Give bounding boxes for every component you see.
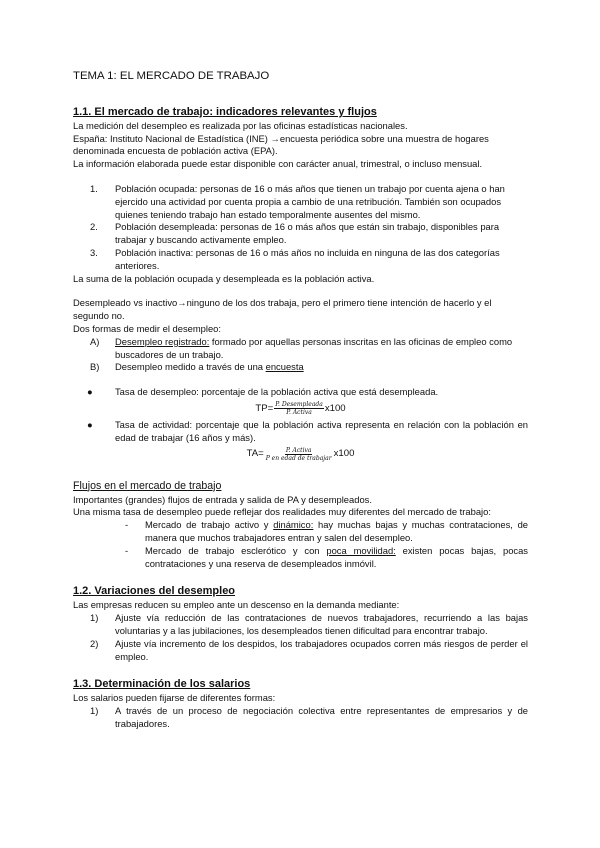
section-heading-1-2: 1.2. Variaciones del desempleo (73, 585, 236, 598)
desempleado-vs-inactivo: Desempleado vs inactivo→ninguno de los dos trabaja, pero el primero tiene intención de hacerlo y el segundo no. (73, 297, 492, 322)
dash-item: - Mercado de trabajo activo y dinámico: hay muchas bajas y muchas contrataciones, de manera que muchos trabajadores entran y salen del desempleo. (125, 519, 528, 543)
list-item: 1) A través de un proceso de negociación colectiva entre representantes de empresarios y de trabajadores. (90, 705, 528, 729)
list-item: B) Desempleo medido a través de una encuesta (90, 361, 304, 373)
list-item: 1. Población ocupada: personas de 16 o más años que tienen un trabajo por cuenta ajena o han ejercido una actividad por cuenta propia a cambio de una retribución. También son ocupados quienes teniendo trabajo han estado temporalmente ausentes del mismo. (90, 182, 505, 220)
intro-line: La información elaborada puede estar disponible con carácter anual, trimestral, o incluso mensual. (73, 158, 483, 170)
bullet-item: ● Tasa de desempleo: porcentaje de la población activa que está desempleada. (87, 386, 439, 398)
bullet-item: ● Tasa de actividad: porcentaje que la población activa representa en relación con la población en edad de trabajar (16 años y más). (87, 418, 528, 443)
dos-formas-line: Dos formas de medir el desempleo: (73, 322, 221, 334)
list-item: 2. Población desempleada: personas de 16 o más años que están sin trabajo, disponibles para trabajar y buscando activamente empleo. (90, 221, 500, 246)
list-item: A) Desempleo registrado: formado por aquellas personas inscritas en las oficinas de empleo como buscadores de un trabajo. (90, 335, 513, 360)
sum-line: La suma de la población ocupada y desempleada es la población activa. (73, 272, 375, 284)
flujos-line: Importantes (grandes) flujos de entrada y salida de PA y desempleados. (73, 493, 372, 505)
list-item: 3. Población inactiva: personas de 16 o más años no incluida en ninguna de las dos categorías anteriores. (90, 246, 500, 271)
intro-line: La medición del desempleo es realizada por las oficinas estadísticas nacionales. (73, 119, 408, 131)
population-list (73, 183, 528, 273)
dash-item: - Mercado de trabajo esclerótico y con poca movilidad: existen pocas bajas, pocas contrataciones y una reserva de desempleados inmóvil. (125, 544, 528, 569)
flujos-heading: Flujos en el mercado de trabajo (73, 479, 222, 492)
page-title: TEMA 1: EL MERCADO DE TRABAJO (73, 70, 270, 82)
s2-intro: Las empresas reducen su empleo ante un descenso en la demanda mediante: (73, 599, 400, 611)
formula-ta: TA= $\frac{\text{P. Activa}}{\text{P en edad de trabajar}}$ x100 (246, 447, 355, 463)
list-item: 2) Ajuste vía incremento de los despidos, los trabajadores ocupados corren más riesgos de perder el empleo. (90, 637, 528, 662)
section-heading-1-1: 1.1. El mercado de trabajo: indicadores relevantes y flujos (73, 105, 377, 118)
bullet-icon: ● (87, 386, 93, 398)
formula-tp: TP= $\frac{\text{P. Desempleada}}{\text{P. Activa}}$ x100 (255, 401, 346, 417)
section-heading-1-3: 1.3. Determinación de los salarios (73, 678, 251, 691)
intro-line: España: Instituto Nacional de Estadística (INE) →encuesta periódica sobre una muestra de hogares denominada encuesta de población activa (EPA). (73, 132, 489, 157)
s3-intro: Los salarios pueden fijarse de diferentes formas: (73, 692, 276, 704)
document-page (73, 70, 528, 731)
bullet-icon: ● (87, 418, 93, 430)
flujos-line: Una misma tasa de desempleo puede reflejar dos realidades muy diferentes del mercado de trabajo: (73, 506, 491, 518)
list-item: 1) Ajuste vía reducción de las contrataciones de nuevos trabajadores, recurriendo a las bajas voluntarias y a las jubilaciones, los desempleados tienen dificultad para encontrar trabajo. (90, 612, 528, 636)
